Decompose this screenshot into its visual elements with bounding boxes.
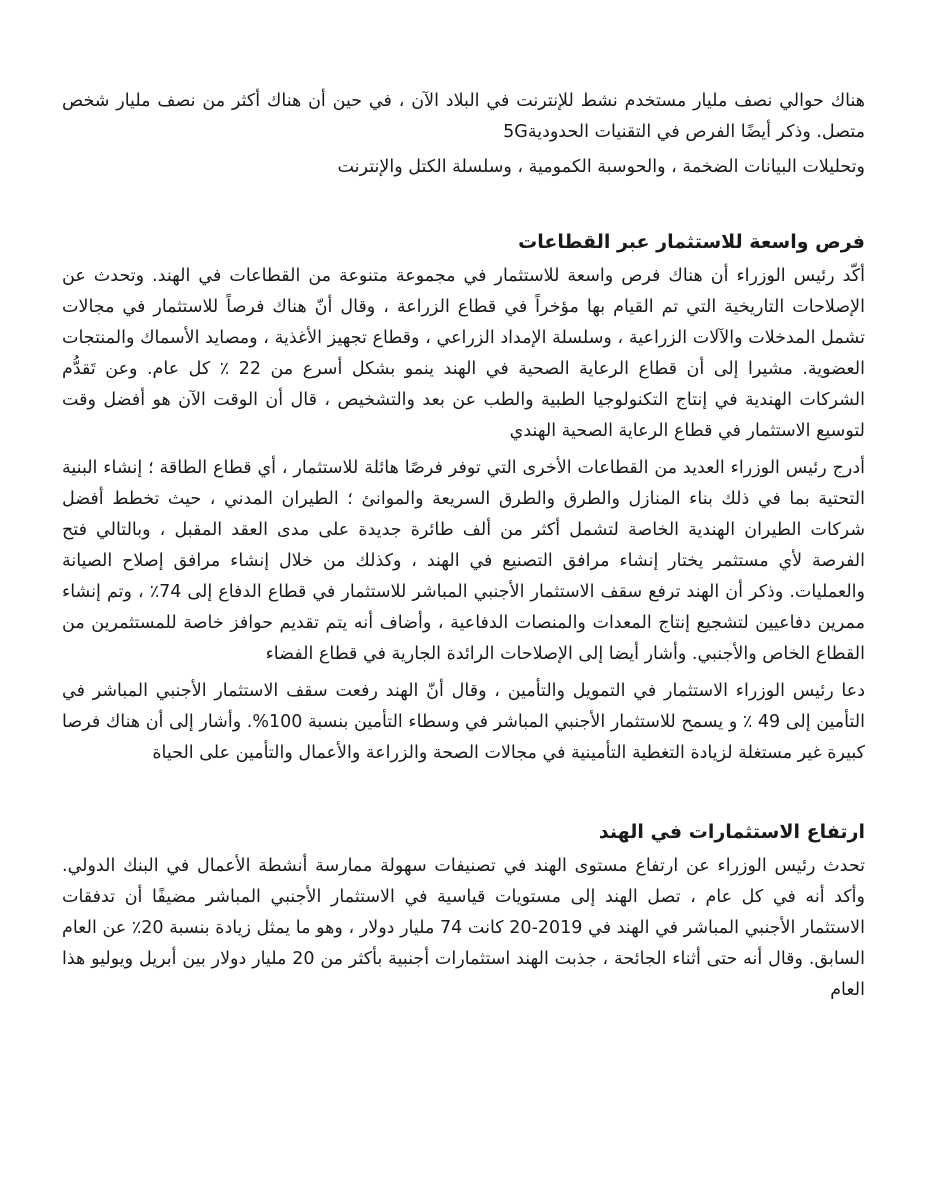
section-heading-rising-investments: ارتفاع الاستثمارات في الهند bbox=[598, 821, 865, 843]
section-1-paragraph-agriculture-health: أكّد رئيس الوزراء أن هناك فرص واسعة للاستثمار في مجموعة متنوعة من القطاعات في الهند. وتحدث عن الإصلاحات التاريخية التي تم القيام بها مؤخراً في قطاع الزراعة ، وقال أنّ هناك فرصاً للاستثمار في مجالات تشمل المدخلات والآلات الزراعية ، وسلسلة الإمداد الزراعي ، وقطاع تجهيز الأغذية ، ومصايد الأسماك والمنتجات العضوية. مشيرا إلى أن قطاع الرعاية الصحية في الهند ينمو بشكل أسرع من 22 ٪ كل عام. وعن تَقدُّم الشركات الهندية في إنتاج التكنولوجيا الطبية والطب عن بعد والتشخيص ، قال أن الوقت الآن هو أفضل وقت لتوسيع الاستثمار في قطاع الرعاية الصحية الهندي bbox=[62, 266, 865, 441]
section-2-paragraph-fdi-growth: تحدث رئيس الوزراء عن ارتفاع مستوى الهند في تصنيفات سهولة ممارسة أنشطة الأعمال في البنك الدولي. وأكد أنه في كل عام ، تصل الهند إلى مستويات قياسية في الاستثمار الأجنبي المباشر مضيفًا أن تدفقات الاستثمار الأجنبي المباشر في الهند في 2019-20 كانت 74 مليار دولار ، وهو ما يمثل زيادة بنسبة 20٪ عن العام السابق. وقال أنه حتى أثناء الجائحة ، جذبت الهند استثمارات أجنبية بأكثر من 20 مليار دولار بين أبريل ويوليو هذا العام bbox=[62, 856, 866, 1000]
section-1-paragraph-finance-insurance: دعا رئيس الوزراء الاستثمار في التمويل والتأمين ، وقال أنّ الهند رفعت سقف الاستثمار الأجنبي المباشر في التأمين إلى 49 ٪ و يسمح للاستثمار الأجنبي المباشر في وسطاء التأمين بنسبة 100%. وأشار إلى أن هناك فرصا كبيرة غير مستغلة لزيادة التغطية التأمينية في مجالات الصحة والزراعة والأعمال والتأمين على الحياة bbox=[62, 681, 865, 763]
document-page bbox=[62, 86, 865, 1012]
section-1-paragraph-other-sectors: أدرج رئيس الوزراء العديد من القطاعات الأخرى التي توفر فرصًا هائلة للاستثمار ، أي قطاع الطاقة ؛ إنشاء البنية التحتية بما في ذلك بناء المنازل والطرق والطرق السريعة والموانئ ؛ الطيران المدني ، حيث تخطط أفضل شركات الطيران الهندية الخاصة لتشمل أكثر من ألف طائرة جديدة على مدى العقد المقبل ، وبالتالي فتح الفرصة لأي مستثمر يختار إنشاء مرافق التصنيع في الهند ، وكذلك من خلال إنشاء مرافق إصلاح الصيانة والعمليات. وذكر أن الهند ترفع سقف الاستثمار الأجنبي المباشر للاستثمار في قطاع الدفاع إلى 74٪ ، وتم إنشاء ممرين دفاعيين لتشجيع إنتاج المعدات والمنصات الدفاعية ، وأضاف أنه يتم تقديم حوافز خاصة للمستثمرين من القطاع الخاص والأجنبي. وأشار أيضا إلى الإصلاحات الرائدة الجارية في قطاع الفضاء bbox=[62, 458, 865, 664]
intro-paragraph-1: هناك حوالي نصف مليار مستخدم نشط للإنترنت في البلاد الآن ، في حين أن هناك أكثر من نصف مليار شخص متصل. وذكر أيضًا الفرص في التقنيات الحدودية5G bbox=[62, 91, 865, 142]
section-heading-investment-opportunities: فرص واسعة للاستثمار عبر القطاعات bbox=[518, 231, 865, 253]
intro-paragraph-2: وتحليلات البيانات الضخمة ، والحوسبة الكمومية ، وسلسلة الكتل والإنترنت bbox=[337, 157, 865, 177]
